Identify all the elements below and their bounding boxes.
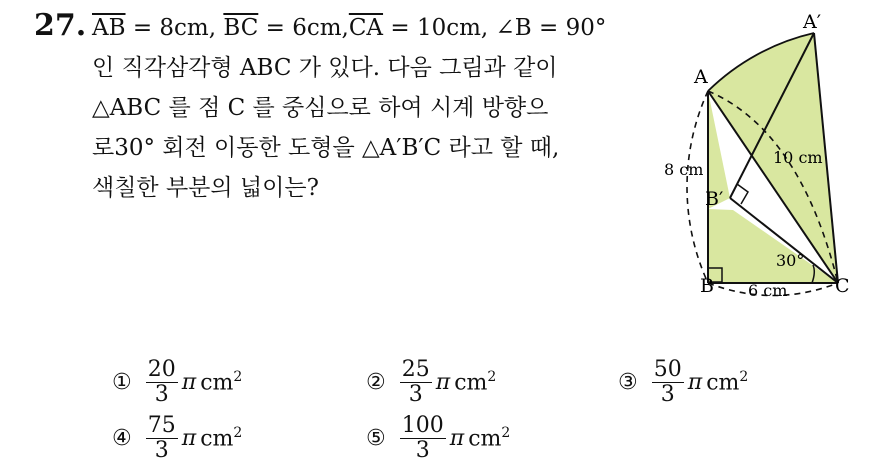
choice-4-mark: ④ [112, 425, 132, 451]
label-c: C [835, 275, 850, 297]
choice-3-pi: π [687, 370, 703, 396]
label-bprime: B′ [705, 188, 724, 210]
choice-2[interactable] [366, 352, 496, 412]
choice-1-cm: cm [200, 370, 234, 396]
question-number: 27. [34, 8, 87, 43]
choice-3-mark: ③ [618, 369, 638, 395]
choice-1-exp: 2 [233, 368, 243, 385]
choice-4-denominator: 3 [154, 437, 169, 463]
choice-4[interactable] [112, 408, 242, 468]
choice-3-denominator: 3 [660, 381, 675, 407]
choice-3-cm: cm [706, 370, 740, 396]
label-ab-length: 8 cm [664, 160, 704, 179]
segment-ca: $\overline{CA}$ [348, 15, 384, 41]
choice-4-cm: cm [200, 426, 234, 452]
choice-5-unit [450, 425, 511, 451]
choice-1-numerator: 20 [147, 356, 176, 382]
choice-5-cm: cm [468, 426, 502, 452]
choice-2-unit [436, 369, 497, 395]
stem-line-3: △ABC 를 점 C 를 중심으로 하여 시계 방향으 [92, 95, 549, 121]
choice-2-fraction [400, 358, 432, 407]
segment-ab-value: = 8cm, [125, 15, 224, 41]
choice-4-pi: π [181, 426, 197, 452]
choice-1-denominator: 3 [154, 381, 169, 407]
choice-4-numerator: 75 [147, 412, 176, 438]
label-b: B [700, 275, 714, 297]
choice-2-numerator: 25 [401, 356, 430, 382]
choice-1[interactable] [112, 352, 242, 412]
segment-bc-value: = 6cm, [258, 15, 349, 41]
choice-2-denominator: 3 [408, 381, 423, 407]
choice-5-numerator: 100 [401, 412, 444, 438]
choice-2-pi: π [435, 370, 451, 396]
choice-3-unit [688, 369, 749, 395]
label-bc-length: 6 cm [748, 281, 788, 300]
choice-5[interactable] [366, 408, 510, 468]
choice-3-numerator: 50 [653, 356, 682, 382]
label-a: A [694, 66, 708, 88]
label-aprime: A′ [803, 11, 822, 33]
choice-4-exp: 2 [233, 424, 243, 441]
choice-2-mark: ② [366, 369, 386, 395]
choice-2-exp: 2 [487, 368, 497, 385]
label-ca-length: 10 cm [773, 148, 823, 167]
choice-4-fraction [146, 414, 178, 463]
stem-line-5: 색칠한 부분의 넓이는? [92, 175, 319, 201]
choice-5-mark: ⑤ [366, 425, 386, 451]
choice-3[interactable] [618, 352, 748, 412]
stem-line-4: 로30° 회전 이동한 도형을 △A′B′C 라고 할 때, [92, 135, 560, 161]
choice-3-exp: 2 [739, 368, 749, 385]
choice-1-fraction [146, 358, 178, 407]
choice-1-mark: ① [112, 369, 132, 395]
choice-5-fraction [400, 414, 446, 463]
segment-bc: $\overline{BC}$ [223, 15, 259, 41]
choice-1-unit [182, 369, 243, 395]
label-angle: 30° [776, 251, 805, 270]
choice-5-pi: π [449, 426, 465, 452]
choice-2-cm: cm [454, 370, 488, 396]
choice-5-exp: 2 [501, 424, 511, 441]
segment-ca-value: = 10cm, ∠B = 90° [383, 15, 607, 41]
stem-line-2: 인 직각삼각형 ABC 가 있다. 다음 그림과 같이 [92, 55, 558, 81]
choice-3-fraction [652, 358, 684, 407]
choice-5-denominator: 3 [415, 437, 430, 463]
segment-ab: $\overline{AB}$ [92, 15, 126, 41]
choice-1-pi: π [181, 370, 197, 396]
choice-4-unit [182, 425, 243, 451]
